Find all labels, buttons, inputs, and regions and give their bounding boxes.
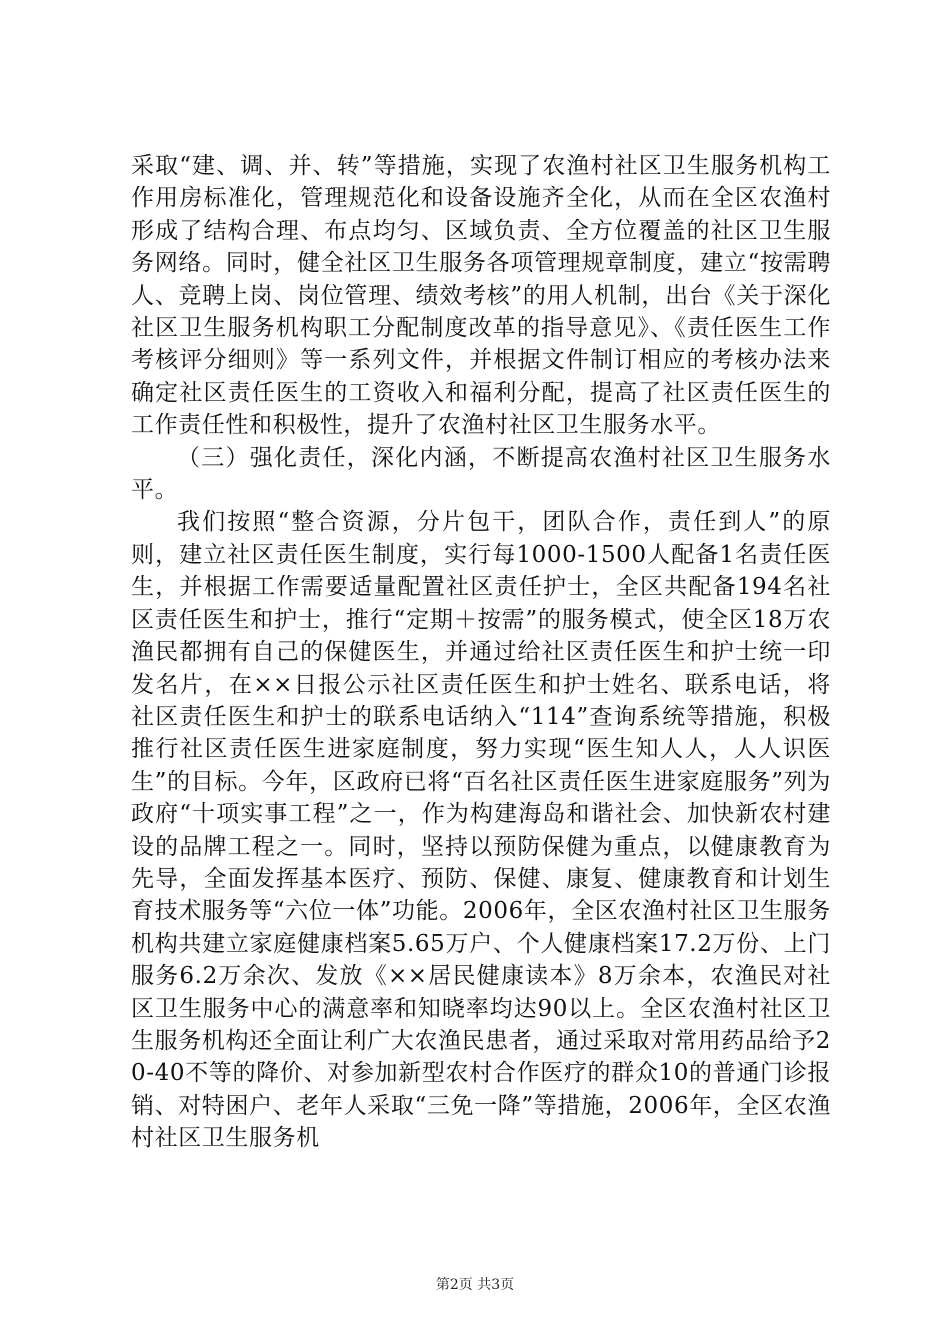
body-text (131, 150, 831, 1155)
section-heading: （三）强化责任，深化内涵，不断提高农渔村社区卫生服务水平。 (131, 444, 831, 504)
paragraph-continuation: 采取“建、调、并、转”等措施，实现了农渔村社区卫生服务机构工作用房标准化，管理规范化和设备设施齐全化，从而在全区农渔村形成了结构合理、布点均匀、区域负责、全方位覆盖的社区卫生服务网络。同时，健全社区卫生服务各项管理规章制度，建立“按需聘人、竞聘上岗、岗位管理、绩效考核”的用人机制，出台《关于深化社区卫生服务机构职工分配制度改革的指导意见》、《责任医生工作考核评分细则》等一系列文件，并根据文件制订相应的考核办法来确定社区责任医生的工资收入和福利分配，提高了社区责任医生的工作责任性和积极性，提升了农渔村社区卫生服务水平。 (131, 153, 831, 439)
page-number-label: 第2页 共3页 (435, 1277, 515, 1293)
page-footer (0, 1274, 950, 1294)
paragraph-body: 我们按照“整合资源，分片包干，团队合作，责任到人”的原则，建立社区责任医生制度，实行每1000-1500人配备1名责任医生，并根据工作需要适量配置社区责任护士，全区共配备194名社区责任医生和护士，推行“定期＋按需”的服务模式，使全区18万农渔民都拥有自己的保健医生，并通过给社区责任医生和护士统一印发名片，在××日报公示社区责任医生和护士姓名、联系电话，将社区责任医生和护士的联系电话纳入“114”查询系统等措施，积极推行社区责任医生进家庭制度，努力实现“医生知人人，人人识医生”的目标。今年，区政府已将“百名社区责任医生进家庭服务”列为政府“十项实事工程”之一，作为构建海岛和谐社会、加快新农村建设的品牌工程之一。同时，坚持以预防保健为重点，以健康教育为先导，全面发挥基本医疗、预防、保健、康复、健康教育和计划生育技术服务等“六位一体”功能。2006年，全区农渔村社区卫生服务机构共建立家庭健康档案5.65万户、个人健康档案17.2万份、上门服务6.2万余次、发放《××居民健康读本》8万余本，农渔民对社区卫生服务中心的满意率和知晓率均达90以上。全区农渔村社区卫生服务机构还全面让利广大农渔民患者，通过采取对常用药品给予20-40不等的降价、对参加新型农村合作医疗的群众10的普通门诊报销、对特困户、老年人采取“三免一降”等措施，2006年，全区农渔村社区卫生服务机 (131, 509, 831, 1152)
